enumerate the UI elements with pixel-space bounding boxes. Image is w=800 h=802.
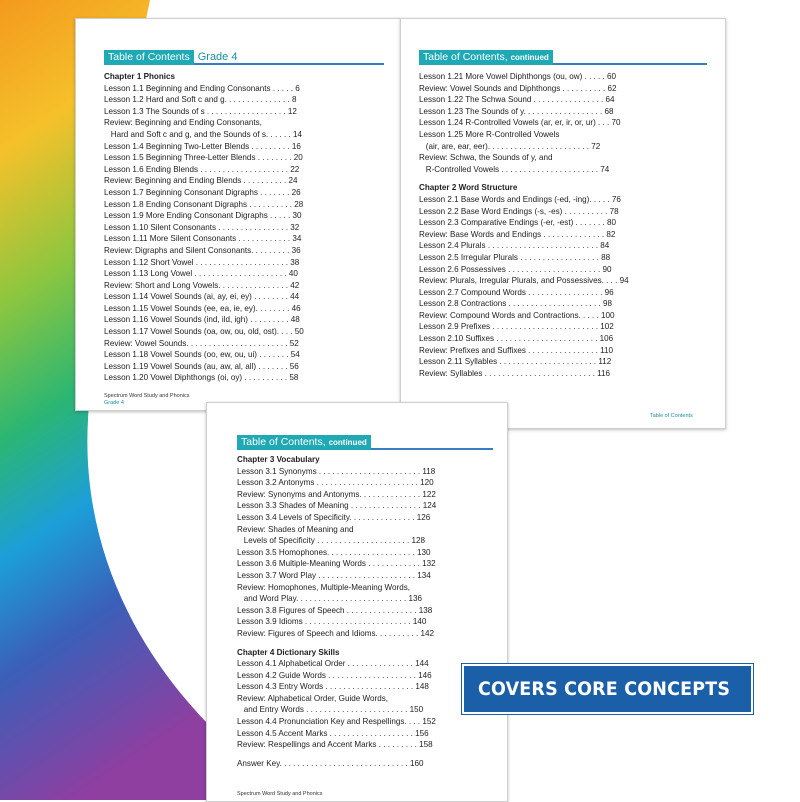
toc-title-tag xyxy=(237,435,371,450)
toc-entry: Review: Schwa, the Sounds of y, and xyxy=(419,153,553,163)
toc-entry: Lesson 1.4 Beginning Two-Letter Blends . . . . . . . . . 16 xyxy=(104,141,301,151)
toc-header xyxy=(237,432,493,450)
chapter-heading: Chapter 3 Vocabulary xyxy=(237,455,320,464)
toc-entry: Review: Syllables . . . . . . . . . . . . . . . . . . . . . . . . . 116 xyxy=(419,368,611,378)
toc-entry: Answer Key. . . . . . . . . . . . . . . . . . . . . . . . . . . . . 160 xyxy=(237,758,424,768)
toc-entry: Lesson 1.20 Vowel Diphthongs (oi, oy) . . . . . . . . . . 58 xyxy=(104,373,299,383)
page-footer: Table of Contents xyxy=(650,413,693,419)
toc-entry: Review: Respellings and Accent Marks . . . . . . . . . 158 xyxy=(237,740,433,750)
continued-label: continued xyxy=(510,53,549,62)
toc-entry: Lesson 1.17 Vowel Sounds (oa, ow, ou, old, ost). . . . 50 xyxy=(104,327,304,337)
covers-core-concepts-badge xyxy=(462,664,753,714)
toc-entry: Lesson 4.5 Accent Marks . . . . . . . . . . . . . . . . . . . 156 xyxy=(237,728,429,738)
page-footer xyxy=(237,791,323,798)
toc-page-1 xyxy=(75,18,401,411)
grade-label: Grade 4 xyxy=(197,51,238,63)
toc-entry: Lesson 1.16 Vowel Sounds (ind, ild, igh) . . . . . . . . . 48 xyxy=(104,315,300,325)
page-footer xyxy=(104,393,190,407)
section-gap xyxy=(419,175,719,182)
toc-entry: Hard and Soft c and g, and the Sounds of s. . . . . . 14 xyxy=(104,129,302,139)
toc-entry: Lesson 2.1 Base Words and Endings (-ed, -ing). . . . . 76 xyxy=(419,194,621,204)
toc-entry: Lesson 3.3 Shades of Meaning . . . . . . . . . . . . . . . . 124 xyxy=(237,501,437,511)
toc-entry: Lesson 1.9 More Ending Consonant Digraphs . . . . . 30 xyxy=(104,211,302,221)
toc-entries xyxy=(419,71,719,379)
toc-entry: Lesson 1.3 The Sounds of s . . . . . . . . . . . . . . . . . . 12 xyxy=(104,106,297,116)
toc-entry: Lesson 2.8 Contractions . . . . . . . . . . . . . . . . . . . . . 98 xyxy=(419,299,612,309)
toc-entry: Review: Vowel Sounds. . . . . . . . . . . . . . . . . . . . . . . 52 xyxy=(104,338,299,348)
toc-entry: (air, are, ear, eer). . . . . . . . . . . . . . . . . . . . . . . 72 xyxy=(419,141,601,151)
toc-entry: Lesson 1.18 Vowel Sounds (oo, ew, ou, ui) . . . . . . . 54 xyxy=(104,350,300,360)
toc-entry: and Word Play. . . . . . . . . . . . . . . . . . . . . . . . . 136 xyxy=(237,594,423,604)
toc-entry: Lesson 3.6 Multiple-Meaning Words . . . . . . . . . . . . 132 xyxy=(237,559,436,569)
toc-entry: Lesson 1.8 Ending Consonant Digraphs . . . . . . . . . . 28 xyxy=(104,199,304,209)
toc-entry: Lesson 1.2 Hard and Soft c and g. . . . . . . . . . . . . . . 8 xyxy=(104,95,297,105)
toc-entry: Lesson 1.15 Vowel Sounds (ee, ea, ie, ey). . . . . . . . 46 xyxy=(104,303,301,313)
toc-entry: Review: Figures of Speech and Idioms. . . . . . . . . . 142 xyxy=(237,628,435,638)
toc-entry: Lesson 1.19 Vowel Sounds (au, aw, al, all) . . . . . . . 56 xyxy=(104,361,299,371)
toc-entry: Review: Homophones, Multiple-Meaning Words, xyxy=(237,582,411,592)
toc-title-tag xyxy=(419,50,553,65)
toc-entry: Lesson 1.25 More R-Controlled Vowels xyxy=(419,129,560,139)
toc-entry: Lesson 1.24 R-Controlled Vowels (ar, er, ir, or, ur) . . . 70 xyxy=(419,118,621,128)
toc-entries xyxy=(237,454,507,769)
toc-entry: Review: Synonyms and Antonyms. . . . . . . . . . . . . . 122 xyxy=(237,489,436,499)
toc-entry: Lesson 2.5 Irregular Plurals . . . . . . . . . . . . . . . . . . 88 xyxy=(419,252,611,262)
toc-entry: Review: Base Words and Endings . . . . . . . . . . . . . . 82 xyxy=(419,229,616,239)
chapter-heading: Chapter 1 Phonics xyxy=(104,72,176,81)
toc-entry: Lesson 1.11 More Silent Consonants . . . . . . . . . . . . 34 xyxy=(104,234,302,244)
toc-entry: Review: Compound Words and Contractions. . . . . 100 xyxy=(419,310,615,320)
section-gap xyxy=(237,640,507,647)
toc-title-text: Table of Contents, xyxy=(423,51,508,63)
toc-title-text: Table of Contents, xyxy=(241,436,326,448)
toc-entry: Review: Shades of Meaning and xyxy=(237,524,354,534)
section-gap xyxy=(237,751,507,758)
toc-entry: Lesson 4.2 Guide Words . . . . . . . . . . . . . . . . . . . . 146 xyxy=(237,670,432,680)
toc-entries xyxy=(104,71,394,384)
toc-entry: and Entry Words . . . . . . . . . . . . . . . . . . . . . . . 150 xyxy=(237,705,424,715)
toc-entry: Levels of Specificity . . . . . . . . . . . . . . . . . . . . . 128 xyxy=(237,536,426,546)
toc-entry: Lesson 1.6 Ending Blends . . . . . . . . . . . . . . . . . . . . 22 xyxy=(104,164,300,174)
toc-entry: Lesson 2.7 Compound Words . . . . . . . . . . . . . . . . . 96 xyxy=(419,287,614,297)
toc-entry: Review: Digraphs and Silent Consonants. . . . . . . . . 36 xyxy=(104,245,301,255)
toc-header xyxy=(104,47,384,65)
toc-entry: Lesson 1.1 Beginning and Ending Consonants . . . . . 6 xyxy=(104,83,300,93)
toc-entry: Lesson 2.2 Base Word Endings (-s, -es) . . . . . . . . . . 78 xyxy=(419,206,619,216)
toc-entry: Lesson 2.3 Comparative Endings (-er, -est) . . . . . . . 80 xyxy=(419,218,617,228)
toc-entry: Lesson 2.11 Syllables . . . . . . . . . . . . . . . . . . . . . . 112 xyxy=(419,357,612,367)
toc-entry: Lesson 1.5 Beginning Three-Letter Blends . . . . . . . . 20 xyxy=(104,153,303,163)
chapter-heading: Chapter 2 Word Structure xyxy=(419,183,518,193)
toc-entry: Lesson 3.5 Homophones. . . . . . . . . . . . . . . . . . . . 130 xyxy=(237,547,431,557)
toc-entry: Lesson 3.9 Idioms . . . . . . . . . . . . . . . . . . . . . . . . 140 xyxy=(237,617,427,627)
toc-entry: Lesson 2.6 Possessives . . . . . . . . . . . . . . . . . . . . . 90 xyxy=(419,264,612,274)
toc-entry: Review: Alphabetical Order, Guide Words, xyxy=(237,693,389,703)
toc-entry: Review: Prefixes and Suffixes . . . . . . . . . . . . . . . . 110 xyxy=(419,345,614,355)
toc-page-3 xyxy=(206,402,508,802)
toc-entry: Review: Plurals, Irregular Plurals, and Possessives. . . . 94 xyxy=(419,276,629,286)
toc-entry: Lesson 2.9 Prefixes . . . . . . . . . . . . . . . . . . . . . . . . 102 xyxy=(419,322,614,332)
toc-entry: Lesson 3.8 Figures of Speech . . . . . . . . . . . . . . . . 138 xyxy=(237,605,433,615)
continued-label: continued xyxy=(328,438,367,447)
toc-entry: Review: Short and Long Vowels. . . . . . . . . . . . . . . . 42 xyxy=(104,280,300,290)
toc-title-tag: Table of Contents xyxy=(104,50,194,65)
toc-entry: Lesson 1.22 The Schwa Sound . . . . . . . . . . . . . . . . 64 xyxy=(419,95,615,105)
footer-title: Spectrum Word Study and Phonics xyxy=(237,791,323,797)
toc-entry: Lesson 4.1 Alphabetical Order . . . . . . . . . . . . . . . 144 xyxy=(237,659,429,669)
toc-entry: Lesson 2.10 Suffixes . . . . . . . . . . . . . . . . . . . . . . . 106 xyxy=(419,334,614,344)
toc-entry: Lesson 3.7 Word Play . . . . . . . . . . . . . . . . . . . . . . 134 xyxy=(237,570,431,580)
footer-grade: Grade 4 xyxy=(104,400,124,406)
toc-header xyxy=(419,47,707,65)
toc-entry: Lesson 1.10 Silent Consonants . . . . . . . . . . . . . . . . 32 xyxy=(104,222,300,232)
badge-text: COVERS CORE CONCEPTS xyxy=(478,678,731,700)
toc-entry: Lesson 1.13 Long Vowel . . . . . . . . . . . . . . . . . . . . . 40 xyxy=(104,269,298,279)
toc-entry: Lesson 2.4 Plurals . . . . . . . . . . . . . . . . . . . . . . . . . 84 xyxy=(419,241,610,251)
toc-entry: Lesson 3.4 Levels of Specificity. . . . . . . . . . . . . . . 126 xyxy=(237,512,431,522)
toc-entry: Lesson 1.14 Vowel Sounds (ai, ay, ei, ey) . . . . . . . . 44 xyxy=(104,292,300,302)
toc-page-2 xyxy=(400,18,726,429)
toc-entry: Lesson 1.7 Beginning Consonant Digraphs . . . . . . . 26 xyxy=(104,187,301,197)
chapter-heading: Chapter 4 Dictionary Skills xyxy=(237,647,340,657)
toc-entry: R-Controlled Vowels . . . . . . . . . . . . . . . . . . . . . . 74 xyxy=(419,164,610,174)
toc-entry: Lesson 1.21 More Vowel Diphthongs (ou, ow) . . . . . 60 xyxy=(419,72,617,81)
toc-entry: Lesson 1.12 Short Vowel . . . . . . . . . . . . . . . . . . . . . 38 xyxy=(104,257,300,267)
toc-entry: Review: Vowel Sounds and Diphthongs . . . . . . . . . . 62 xyxy=(419,83,617,93)
toc-entry: Review: Beginning and Ending Consonants, xyxy=(104,118,262,128)
toc-entry: Lesson 3.1 Synonyms . . . . . . . . . . . . . . . . . . . . . . . 118 xyxy=(237,466,436,476)
toc-entry: Lesson 4.4 Pronunciation Key and Respellings. . . . 152 xyxy=(237,717,436,727)
toc-entry: Review: Beginning and Ending Blends . . . . . . . . . . 24 xyxy=(104,176,298,186)
toc-entry: Lesson 3.2 Antonyms . . . . . . . . . . . . . . . . . . . . . . . 120 xyxy=(237,478,434,488)
footer-title: Spectrum Word Study and Phonics xyxy=(104,393,190,399)
toc-entry: Lesson 1.23 The Sounds of y. . . . . . . . . . . . . . . . . . 68 xyxy=(419,106,614,116)
toc-entry: Lesson 4.3 Entry Words . . . . . . . . . . . . . . . . . . . . 148 xyxy=(237,682,429,692)
